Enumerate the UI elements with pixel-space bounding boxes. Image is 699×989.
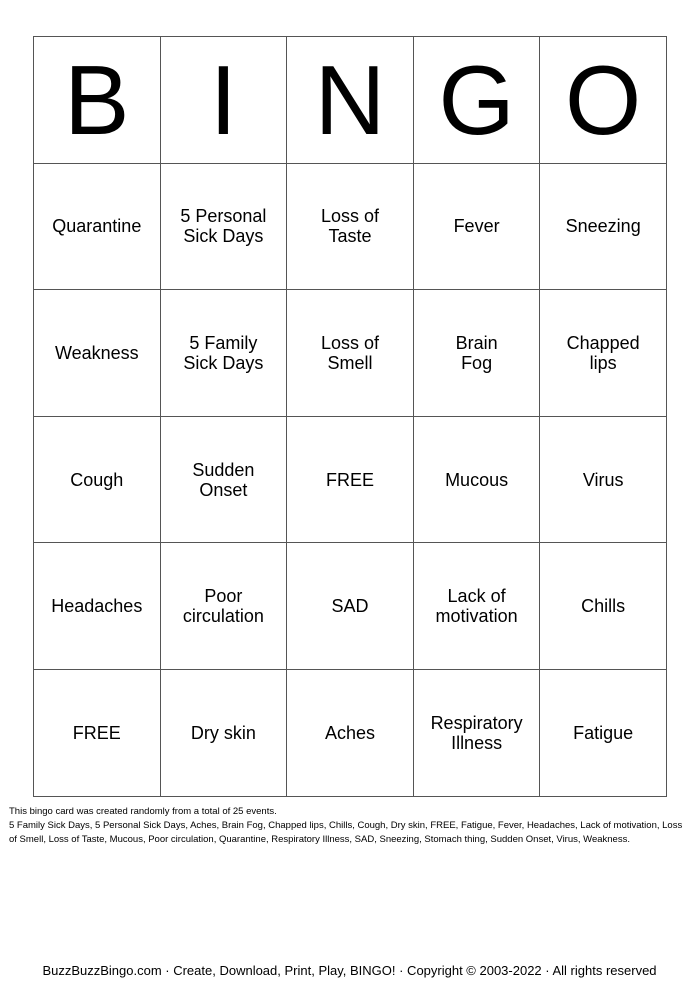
bingo-header-row — [34, 37, 667, 164]
header-letter-i: I — [160, 37, 287, 164]
free-space-cell: FREE — [287, 416, 414, 543]
bingo-cell: 5 Family Sick Days — [160, 290, 287, 417]
notes-summary: This bingo card was created randomly from a total of 25 events. — [9, 806, 277, 817]
bingo-row — [34, 163, 667, 290]
bingo-cell: Quarantine — [34, 163, 161, 290]
bingo-cell: Aches — [287, 669, 414, 796]
bingo-cell: Brain Fog — [413, 290, 540, 417]
bingo-row — [34, 669, 667, 796]
header-letter-b: B — [34, 37, 161, 164]
notes-event-list: 5 Family Sick Days, 5 Personal Sick Days, Aches, Brain Fog, Chapped lips, Chills, Cough, Dry skin, FREE, Fatigue, Fever, Headaches, Lack of motivation, Loss of Smell, Loss of Taste, Mucous, Poor circulation, Quarantine, Respiratory Illness, SAD, Sneezing, Stomach thing, Sudden Onset, Virus, Weakness. — [9, 820, 683, 845]
bingo-row — [34, 416, 667, 543]
bingo-card — [33, 36, 667, 797]
header-letter-n: N — [287, 37, 414, 164]
free-space-cell: FREE — [34, 669, 161, 796]
header-letter-o: O — [540, 37, 667, 164]
bingo-cell: SAD — [287, 543, 414, 670]
bingo-cell: Loss of Smell — [287, 290, 414, 417]
bingo-cell: Sneezing — [540, 163, 667, 290]
bingo-cell: 5 Personal Sick Days — [160, 163, 287, 290]
bingo-cell: Poor circulation — [160, 543, 287, 670]
bingo-cell: Lack of motivation — [413, 543, 540, 670]
card-notes — [9, 805, 689, 847]
bingo-row — [34, 543, 667, 670]
bingo-cell: Chills — [540, 543, 667, 670]
bingo-cell: Chapped lips — [540, 290, 667, 417]
bingo-cell: Virus — [540, 416, 667, 543]
bingo-cell: Dry skin — [160, 669, 287, 796]
bingo-cell: Sudden Onset — [160, 416, 287, 543]
bingo-cell: Mucous — [413, 416, 540, 543]
bingo-cell: Weakness — [34, 290, 161, 417]
bingo-cell: Cough — [34, 416, 161, 543]
bingo-cell: Fever — [413, 163, 540, 290]
bingo-cell: Loss of Taste — [287, 163, 414, 290]
header-letter-g: G — [413, 37, 540, 164]
page-footer: BuzzBuzzBingo.com · Create, Download, Print, Play, BINGO! · Copyright © 2003-2022 · All rights reserved — [42, 963, 657, 978]
bingo-row — [34, 290, 667, 417]
bingo-cell: Respiratory Illness — [413, 669, 540, 796]
bingo-cell: Fatigue — [540, 669, 667, 796]
bingo-cell: Headaches — [34, 543, 161, 670]
